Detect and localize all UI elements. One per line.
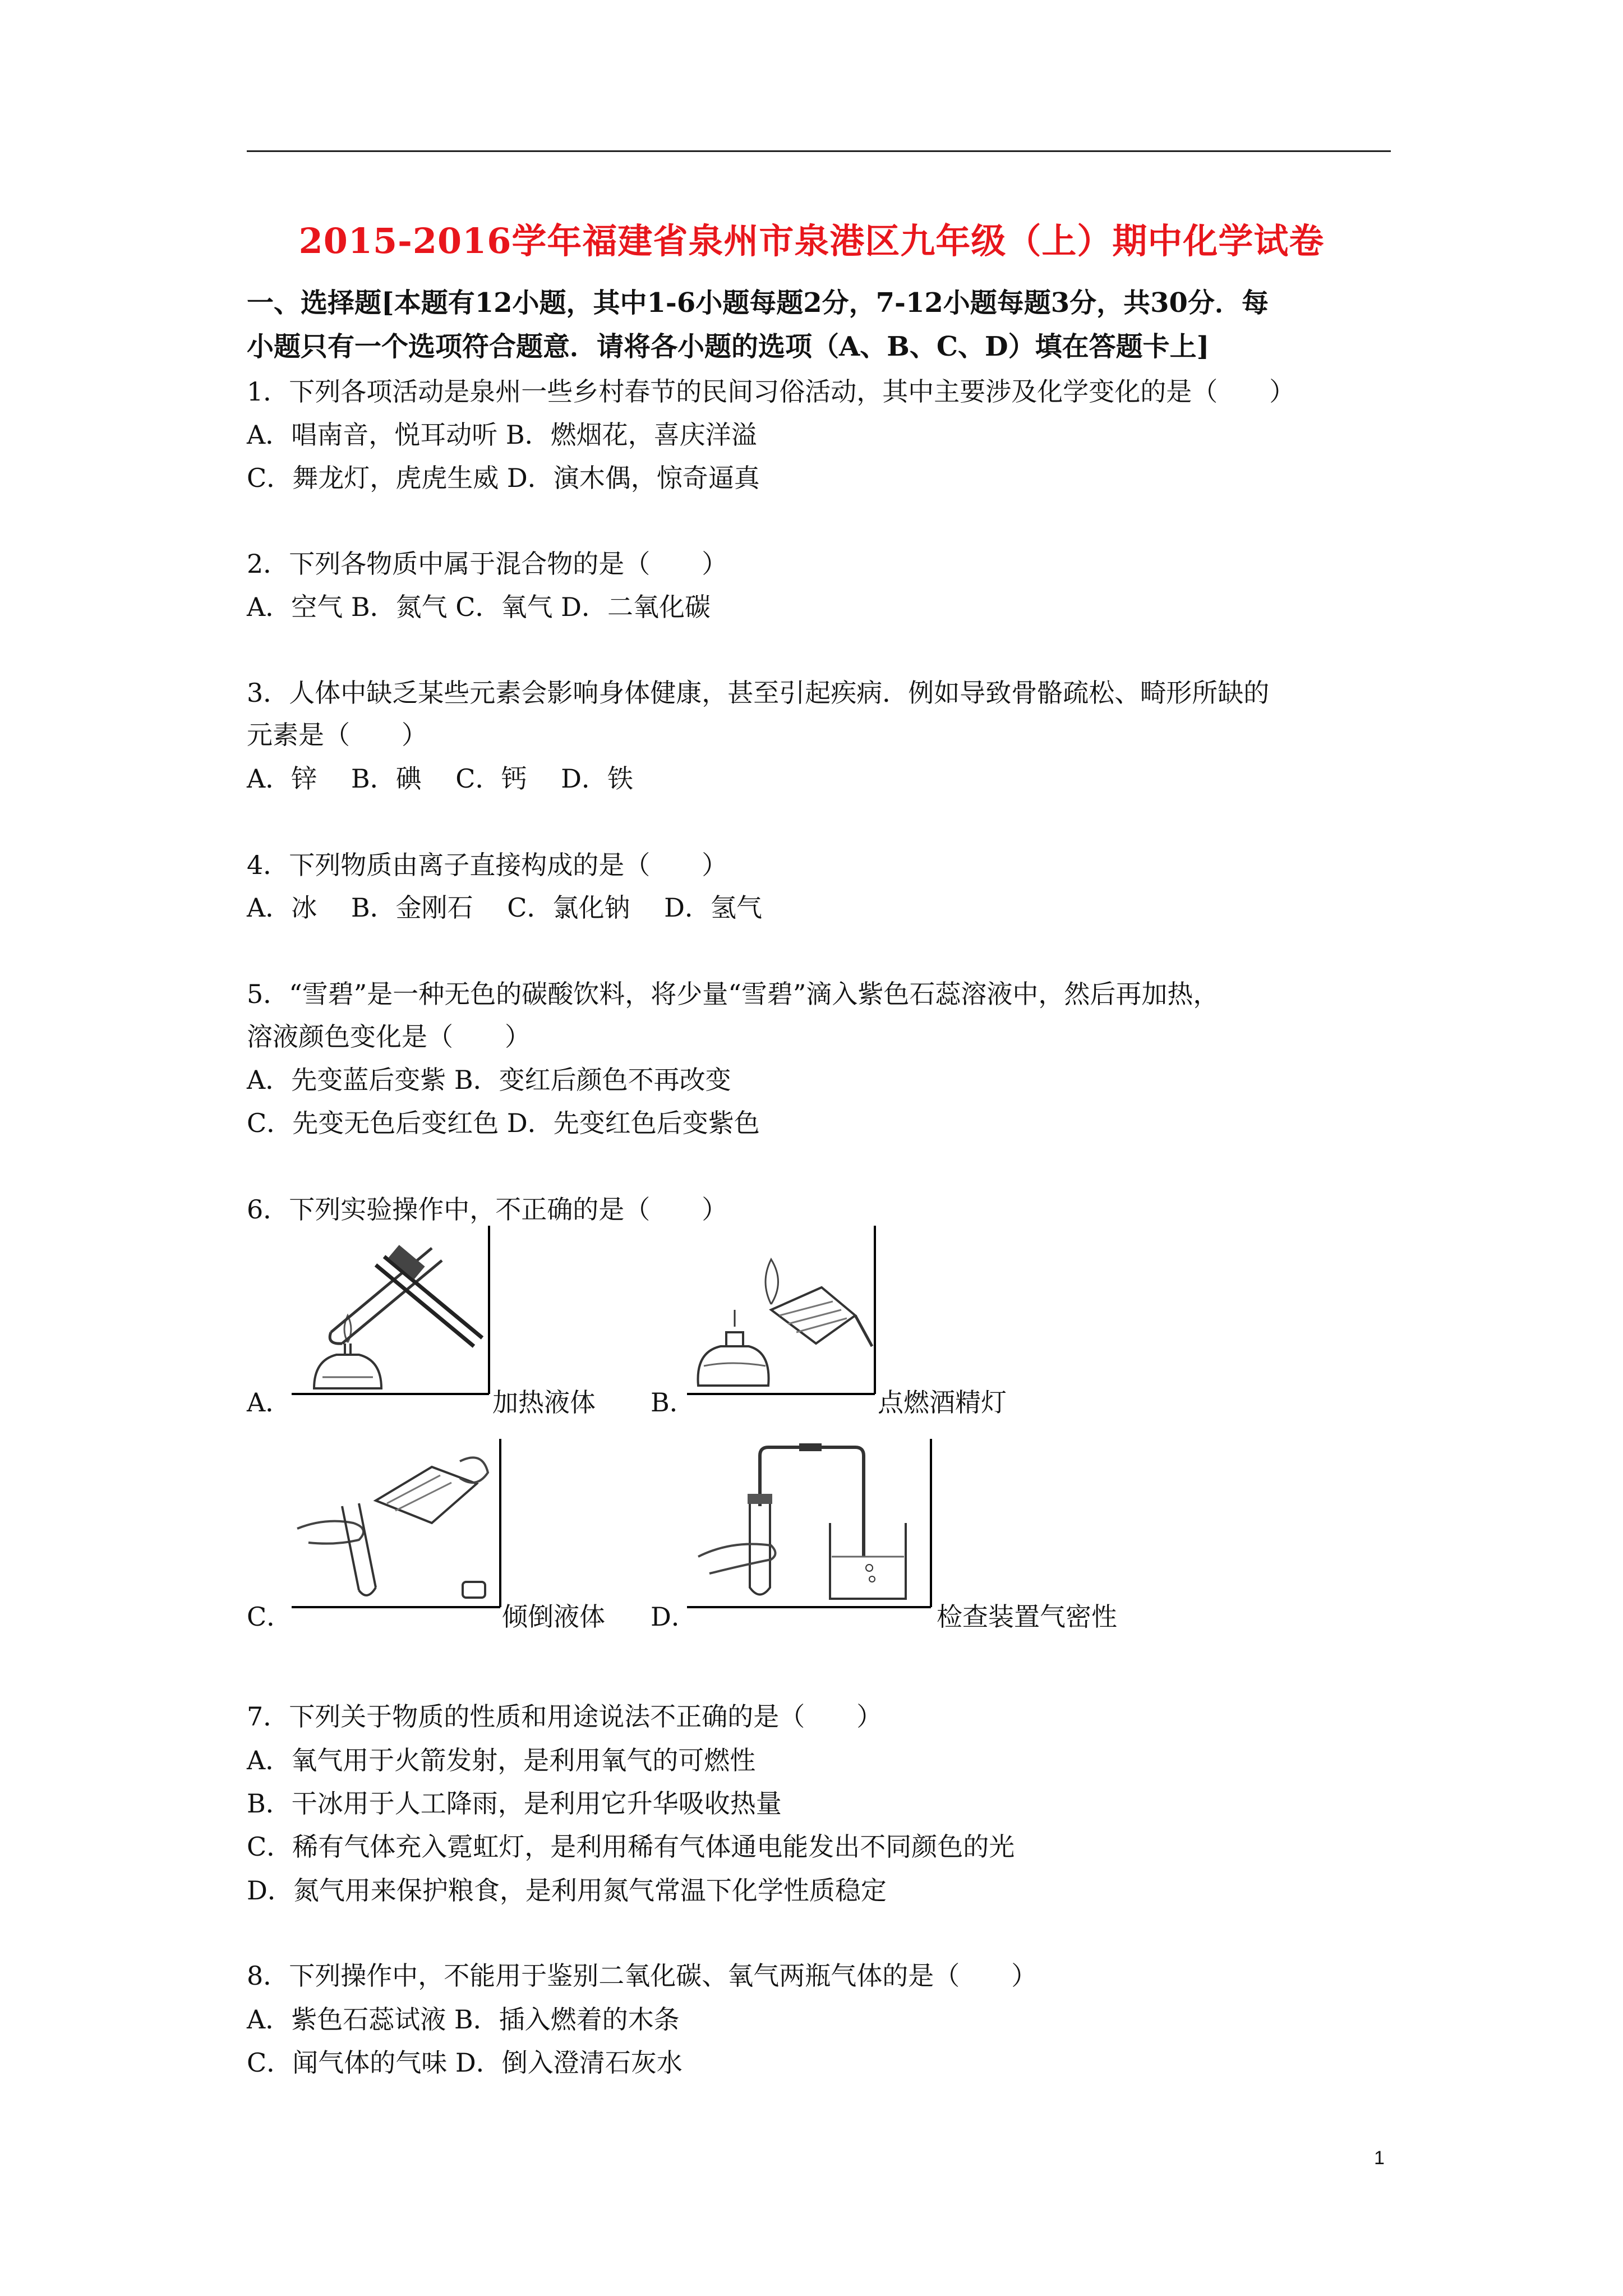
header-rule: [247, 150, 1391, 152]
question-4-options: A．冰 B．金刚石 C．氯化钠 D．氢气: [247, 892, 762, 923]
figure-b-caption: 点燃酒精灯: [878, 1387, 1007, 1418]
page-number: 1: [1374, 2147, 1385, 2169]
question-4-stem: 4．下列物质由离子直接构成的是（ ）: [247, 850, 728, 880]
question-1-stem: 1．下列各项活动是泉州一些乡村春节的民间习俗活动，其中主要涉及化学变化的是（ ）: [247, 376, 1295, 407]
question-5-stem: 5．“雪碧”是一种无色的碳酸饮料，将少量“雪碧”滴入紫色石蕊溶液中，然后再加热，: [247, 979, 1219, 1009]
question-7-option-c: C．稀有气体充入霓虹灯，是利用稀有气体通电能发出不同颜色的光: [247, 1832, 1015, 1862]
question-7-option-a: A．氧气用于火箭发射，是利用氧气的可燃性: [247, 1745, 756, 1775]
question-6-stem: 6．下列实验操作中，不正确的是（ ）: [247, 1194, 728, 1225]
question-8-options-2: C．闻气体的气味 D．倒入澄清石灰水: [247, 2047, 683, 2078]
airtightness-check-figure: [687, 1439, 934, 1618]
figure-d-letter: D．: [651, 1602, 697, 1632]
question-5-options-2: C．先变无色后变红色 D．先变红色后变紫色: [247, 1108, 760, 1138]
question-8-options-1: A．紫色石蕊试液 B．插入燃着的木条: [247, 2004, 680, 2035]
question-2-stem: 2．下列各物质中属于混合物的是（ ）: [247, 549, 728, 579]
heating-liquid-figure: [292, 1226, 494, 1405]
question-3-stem: 3．人体中缺乏某些元素会影响身体健康，甚至引起疾病．例如导致骨骼疏松、畸形所缺的: [247, 678, 1270, 708]
figure-b-letter: B．: [651, 1387, 695, 1418]
question-7-stem: 7．下列关于物质的性质和用途说法不正确的是（ ）: [247, 1701, 883, 1732]
pouring-liquid-figure: [292, 1439, 505, 1618]
lighting-alcohol-lamp-figure: [687, 1226, 878, 1405]
question-7-option-d: D．氮气用来保护粮食，是利用氮气常温下化学性质稳定: [247, 1875, 887, 1906]
figure-a-caption: 加热液体: [492, 1387, 596, 1418]
question-3-options: A．锌 B．碘 C．钙 D．铁: [247, 763, 633, 794]
section-heading-line2: 小题只有一个选项符合题意．请将各小题的选项（A、B、C、D）填在答题卡上]: [247, 331, 1210, 362]
page-title: 2015-2016学年福建省泉州市泉港区九年级（上）期中化学试卷: [298, 220, 1325, 261]
question-5-options-1: A．先变蓝后变紫 B．变红后颜色不再改变: [247, 1065, 731, 1095]
question-7-option-b: B．干冰用于人工降雨，是利用它升华吸收热量: [247, 1788, 782, 1819]
question-1-options-2: C．舞龙灯，虎虎生威 D．演木偶，惊奇逼真: [247, 463, 760, 493]
figure-a-letter: A．: [247, 1387, 292, 1418]
question-2-options: A．空气 B．氮气 C．氧气 D．二氧化碳: [247, 592, 711, 622]
question-8-stem: 8．下列操作中，不能用于鉴别二氧化碳、氧气两瓶气体的是（ ）: [247, 1961, 1038, 1991]
figure-d-caption: 检查装置气密性: [937, 1602, 1117, 1632]
question-1-options-1: A．唱南音，悦耳动听 B．燃烟花，喜庆洋溢: [247, 420, 757, 450]
figure-c-caption: 倾倒液体: [502, 1602, 605, 1632]
section-heading-line1: 一、选择题[本题有12小题，其中1-6小题每题2分，7-12小题每题3分，共30分．每: [247, 287, 1269, 319]
figure-c-letter: C．: [247, 1602, 293, 1632]
question-3-stem-cont: 元素是（ ）: [247, 720, 427, 750]
question-5-stem-cont: 溶液颜色变化是（ ）: [247, 1022, 531, 1052]
